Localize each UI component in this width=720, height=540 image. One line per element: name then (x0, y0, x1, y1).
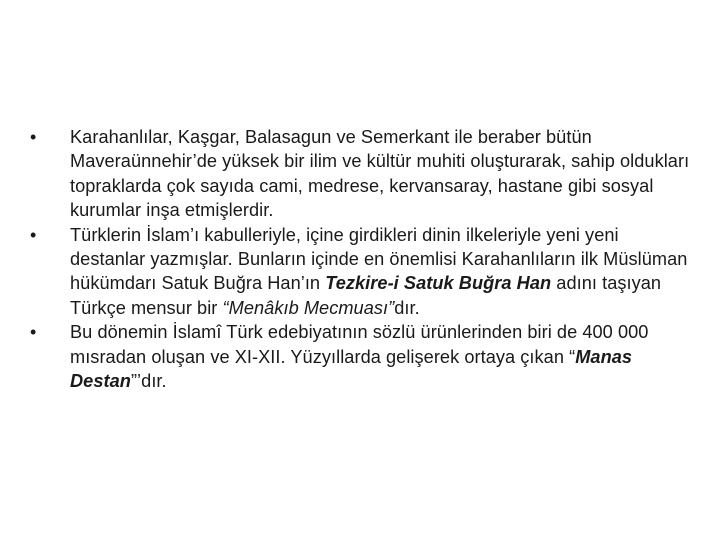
bullet-marker: • (30, 224, 37, 245)
bullet-item-manas-destani (30, 320, 690, 393)
bullet-item-karahanlilar (30, 125, 690, 223)
bullet-text: Bu dönemin İslamî Türk edebiyatının sözlü ürünlerinden biri de 400 000 mısradan oluşan ve XI-XII. Yüzyıllarda gelişerek ortaya çıkan “ (70, 322, 649, 367)
bullet-list (30, 125, 690, 393)
bullet-text: Karahanlılar, Kaşgar, Balasagun ve Semerkant ile beraber bütün Maveraünnehir’de yüksek bir ilim ve kültür muhiti oluşturarak, sahip oldukları topraklarda çok sayıda cami, medrese, kervansaray, hastane gibi sosyal kurumlar inşa etmişlerdir. (70, 127, 690, 221)
bullet-marker: • (30, 322, 37, 343)
emphasized-title: Manas Destan (70, 346, 633, 392)
bullet-marker: • (30, 127, 37, 147)
italic-title: “Menâkıb Mecmuası” (222, 297, 395, 318)
bullet-text: dır. (394, 297, 420, 318)
bullet-text: adını taşıyan Türkçe mensur bir (70, 273, 662, 318)
bullet-text: Türklerin İslam’ı kabulleriyle, içine girdikleri dinin ilkeleriyle yeni yeni destanlar yazmışlar. Bunların içinde en önemlisi Karahanlıların ilk Müslüman hükümdarı Satuk Buğra Han’ın (70, 224, 688, 294)
bullet-text: ”’dır. (130, 371, 167, 392)
emphasized-title: Tezkire-i Satuk Buğra Han (325, 273, 552, 294)
bullet-item-turklerin-islam (30, 223, 690, 321)
